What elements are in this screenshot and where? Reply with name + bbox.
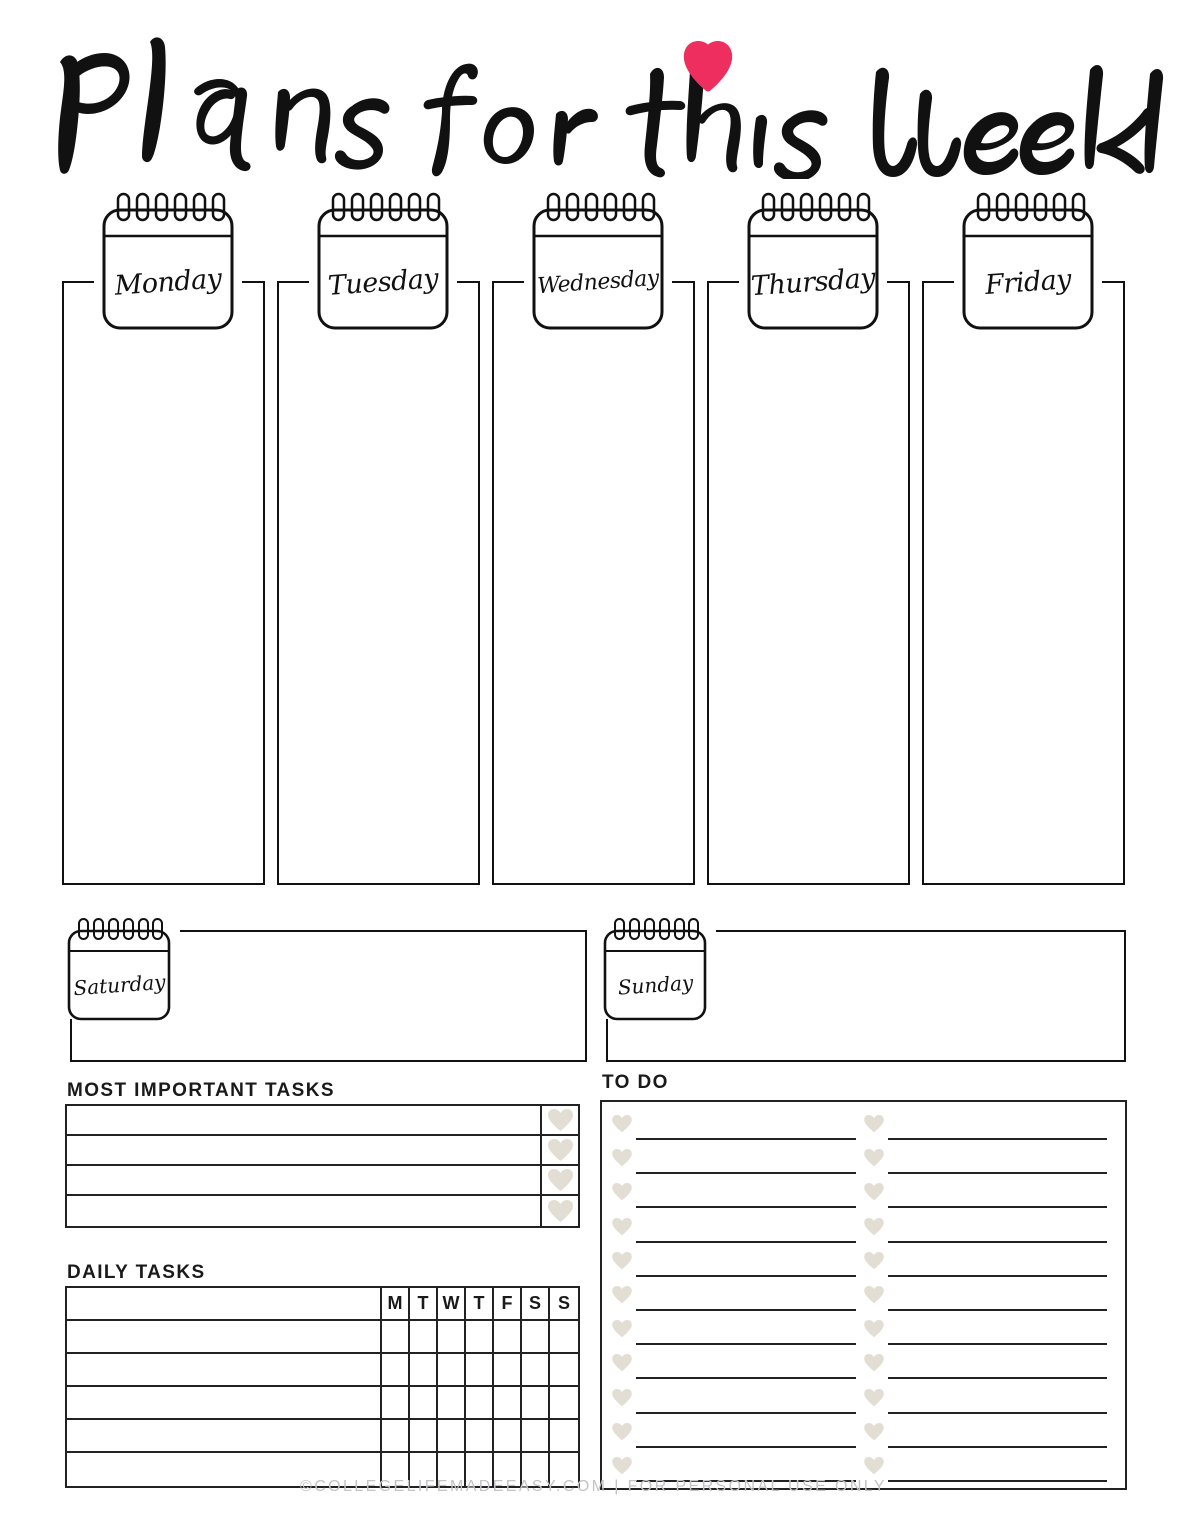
daily-tasks-table	[65, 1286, 580, 1488]
heart-icon[interactable]	[540, 1166, 578, 1194]
table-row[interactable]	[67, 1420, 578, 1453]
table-row[interactable]	[67, 1166, 578, 1196]
heart-icon	[612, 1149, 634, 1174]
day-notes-area-monday[interactable]	[62, 281, 265, 885]
list-item[interactable]	[612, 1279, 864, 1311]
todo-write-line[interactable]	[636, 1283, 856, 1311]
heart-icon	[612, 1354, 634, 1379]
daily-check-cell[interactable]	[438, 1387, 466, 1418]
todo-write-line[interactable]	[636, 1146, 856, 1174]
day-row-saturday[interactable]	[62, 915, 587, 1065]
daily-check-cell[interactable]	[382, 1354, 410, 1385]
list-item[interactable]	[864, 1108, 1116, 1140]
daily-task-name[interactable]	[67, 1321, 382, 1352]
daily-check-cell[interactable]	[466, 1354, 494, 1385]
calendar-icon	[952, 188, 1104, 333]
daily-tasks-heading: DAILY TASKS	[67, 1262, 206, 1283]
heart-icon	[612, 1423, 634, 1448]
list-item[interactable]	[864, 1176, 1116, 1208]
heart-icon	[864, 1286, 886, 1311]
table-row[interactable]	[67, 1136, 578, 1166]
mit-write-line[interactable]	[67, 1136, 540, 1164]
todo-write-line[interactable]	[888, 1351, 1108, 1379]
day-column-friday[interactable]	[922, 188, 1125, 888]
daily-check-cell[interactable]	[494, 1354, 522, 1385]
table-row[interactable]	[67, 1106, 578, 1136]
weekend-section	[62, 915, 1126, 1065]
list-item[interactable]	[864, 1382, 1116, 1414]
heart-icon	[612, 1115, 634, 1140]
mit-write-line[interactable]	[67, 1166, 540, 1194]
daily-check-cell[interactable]	[522, 1420, 550, 1451]
todo-box	[600, 1100, 1127, 1490]
todo-write-line[interactable]	[636, 1249, 856, 1277]
todo-write-line[interactable]	[888, 1249, 1108, 1277]
daily-check-cell[interactable]	[522, 1387, 550, 1418]
heart-icon	[612, 1286, 634, 1311]
mit-write-line[interactable]	[67, 1196, 540, 1226]
heart-icon[interactable]	[540, 1106, 578, 1134]
heart-icon	[864, 1320, 886, 1345]
list-item[interactable]	[612, 1176, 864, 1208]
daily-check-cell[interactable]	[438, 1354, 466, 1385]
todo-column-left	[612, 1108, 864, 1482]
list-item[interactable]	[612, 1313, 864, 1345]
list-item[interactable]	[864, 1245, 1116, 1277]
calendar-icon	[522, 188, 674, 333]
list-item[interactable]	[612, 1245, 864, 1277]
todo-column-right	[864, 1108, 1116, 1482]
daily-check-cell[interactable]	[410, 1354, 438, 1385]
list-item[interactable]	[864, 1142, 1116, 1174]
daily-check-cell[interactable]	[494, 1321, 522, 1352]
day-label: Wednesday	[536, 265, 660, 299]
mit-write-line[interactable]	[67, 1106, 540, 1134]
day-column-thursday[interactable]	[707, 188, 910, 888]
list-item[interactable]	[612, 1108, 864, 1140]
table-row[interactable]	[67, 1321, 578, 1354]
heart-icon	[612, 1183, 634, 1208]
footer-copyright: ©COLLEGELIFEMADEEASY.COM | FOR PERSONAL USE ONLY	[300, 1478, 887, 1495]
todo-write-line[interactable]	[636, 1112, 856, 1140]
todo-write-line[interactable]	[636, 1351, 856, 1379]
daily-check-cell[interactable]	[494, 1420, 522, 1451]
day-initial-header: S	[522, 1288, 550, 1319]
day-initial-header: S	[557, 1293, 570, 1313]
daily-check-cell[interactable]	[382, 1420, 410, 1451]
calendar-icon	[92, 188, 244, 333]
day-initial-header: T	[410, 1288, 438, 1319]
table-row[interactable]	[67, 1354, 578, 1387]
list-item[interactable]	[612, 1347, 864, 1379]
list-item[interactable]	[612, 1416, 864, 1448]
day-label: Saturday	[72, 969, 167, 1001]
daily-check-cell[interactable]	[466, 1387, 494, 1418]
page-title	[0, 14, 1187, 179]
list-item[interactable]	[612, 1142, 864, 1174]
todo-write-line[interactable]	[636, 1215, 856, 1243]
daily-task-name[interactable]	[67, 1354, 382, 1385]
daily-task-name[interactable]	[67, 1420, 382, 1451]
calendar-icon	[598, 915, 713, 1023]
day-label: Monday	[113, 262, 223, 302]
calendar-icon	[307, 188, 459, 333]
day-column-wednesday[interactable]	[492, 188, 695, 888]
heart-icon	[612, 1252, 634, 1277]
day-row-sunday[interactable]	[598, 915, 1126, 1065]
heart-icon	[864, 1389, 886, 1414]
todo-write-line[interactable]	[888, 1386, 1108, 1414]
weekday-columns	[62, 188, 1126, 888]
day-column-tuesday[interactable]	[277, 188, 480, 888]
list-item[interactable]	[864, 1313, 1116, 1345]
daily-check-cell[interactable]	[522, 1321, 550, 1352]
day-initial-header: W	[438, 1288, 466, 1319]
daily-check-cell[interactable]	[466, 1321, 494, 1352]
daily-check-cell[interactable]	[550, 1354, 578, 1385]
most-important-tasks-heading: MOST IMPORTANT TASKS	[67, 1080, 335, 1101]
daily-check-cell[interactable]	[494, 1387, 522, 1418]
day-notes-area-friday[interactable]	[922, 281, 1125, 885]
todo-heading: TO DO	[602, 1072, 669, 1093]
heart-icon	[864, 1149, 886, 1174]
todo-write-line[interactable]	[888, 1146, 1108, 1174]
day-initial-header: T	[466, 1288, 494, 1319]
day-column-monday[interactable]	[62, 188, 265, 888]
list-item[interactable]	[864, 1416, 1116, 1448]
daily-check-cell[interactable]	[438, 1321, 466, 1352]
daily-check-cell[interactable]	[550, 1321, 578, 1352]
todo-write-line[interactable]	[888, 1112, 1108, 1140]
table-row[interactable]	[67, 1196, 578, 1226]
daily-check-cell[interactable]	[550, 1387, 578, 1418]
calendar-icon	[737, 188, 889, 333]
heart-icon	[864, 1252, 886, 1277]
todo-write-line[interactable]	[636, 1180, 856, 1208]
daily-check-cell[interactable]	[522, 1354, 550, 1385]
list-item[interactable]	[864, 1279, 1116, 1311]
day-notes-area-wednesday[interactable]	[492, 281, 695, 885]
todo-write-line[interactable]	[888, 1317, 1108, 1345]
heart-icon	[864, 1423, 886, 1448]
daily-check-cell[interactable]	[410, 1420, 438, 1451]
todo-write-line[interactable]	[636, 1420, 856, 1448]
heart-icon	[864, 1115, 886, 1140]
todo-write-line[interactable]	[888, 1180, 1108, 1208]
day-notes-area-thursday[interactable]	[707, 281, 910, 885]
list-item[interactable]	[864, 1347, 1116, 1379]
heart-icon	[612, 1389, 634, 1414]
table-header-row	[67, 1288, 578, 1321]
heart-icon	[864, 1183, 886, 1208]
todo-write-line[interactable]	[888, 1420, 1108, 1448]
day-notes-area-tuesday[interactable]	[277, 281, 480, 885]
daily-task-name[interactable]	[67, 1387, 382, 1418]
heart-icon	[864, 1354, 886, 1379]
heart-icon	[612, 1218, 634, 1243]
list-item[interactable]	[612, 1211, 864, 1243]
day-label: Sunday	[617, 970, 694, 1000]
daily-check-cell[interactable]	[382, 1387, 410, 1418]
daily-check-cell[interactable]	[550, 1420, 578, 1451]
daily-check-cell[interactable]	[382, 1321, 410, 1352]
heart-icon[interactable]	[540, 1196, 578, 1226]
day-initial-header: M	[382, 1288, 410, 1319]
day-initial-header: F	[494, 1288, 522, 1319]
list-item[interactable]	[864, 1211, 1116, 1243]
table-row[interactable]	[67, 1387, 578, 1420]
list-item[interactable]	[612, 1382, 864, 1414]
most-important-tasks-table	[65, 1104, 580, 1228]
day-label: Thursday	[749, 262, 877, 302]
daily-check-cell[interactable]	[410, 1387, 438, 1418]
day-label: Friday	[984, 263, 1072, 301]
day-label: Tuesday	[326, 262, 440, 302]
todo-write-line[interactable]	[888, 1283, 1108, 1311]
daily-task-name-header	[67, 1288, 382, 1319]
heart-icon	[864, 1218, 886, 1243]
heart-icon[interactable]	[540, 1136, 578, 1164]
heart-icon	[612, 1320, 634, 1345]
daily-check-cell[interactable]	[410, 1321, 438, 1352]
calendar-icon	[62, 915, 177, 1023]
daily-check-cell[interactable]	[466, 1420, 494, 1451]
todo-write-line[interactable]	[888, 1215, 1108, 1243]
todo-write-line[interactable]	[636, 1386, 856, 1414]
daily-check-cell[interactable]	[438, 1420, 466, 1451]
todo-write-line[interactable]	[636, 1317, 856, 1345]
